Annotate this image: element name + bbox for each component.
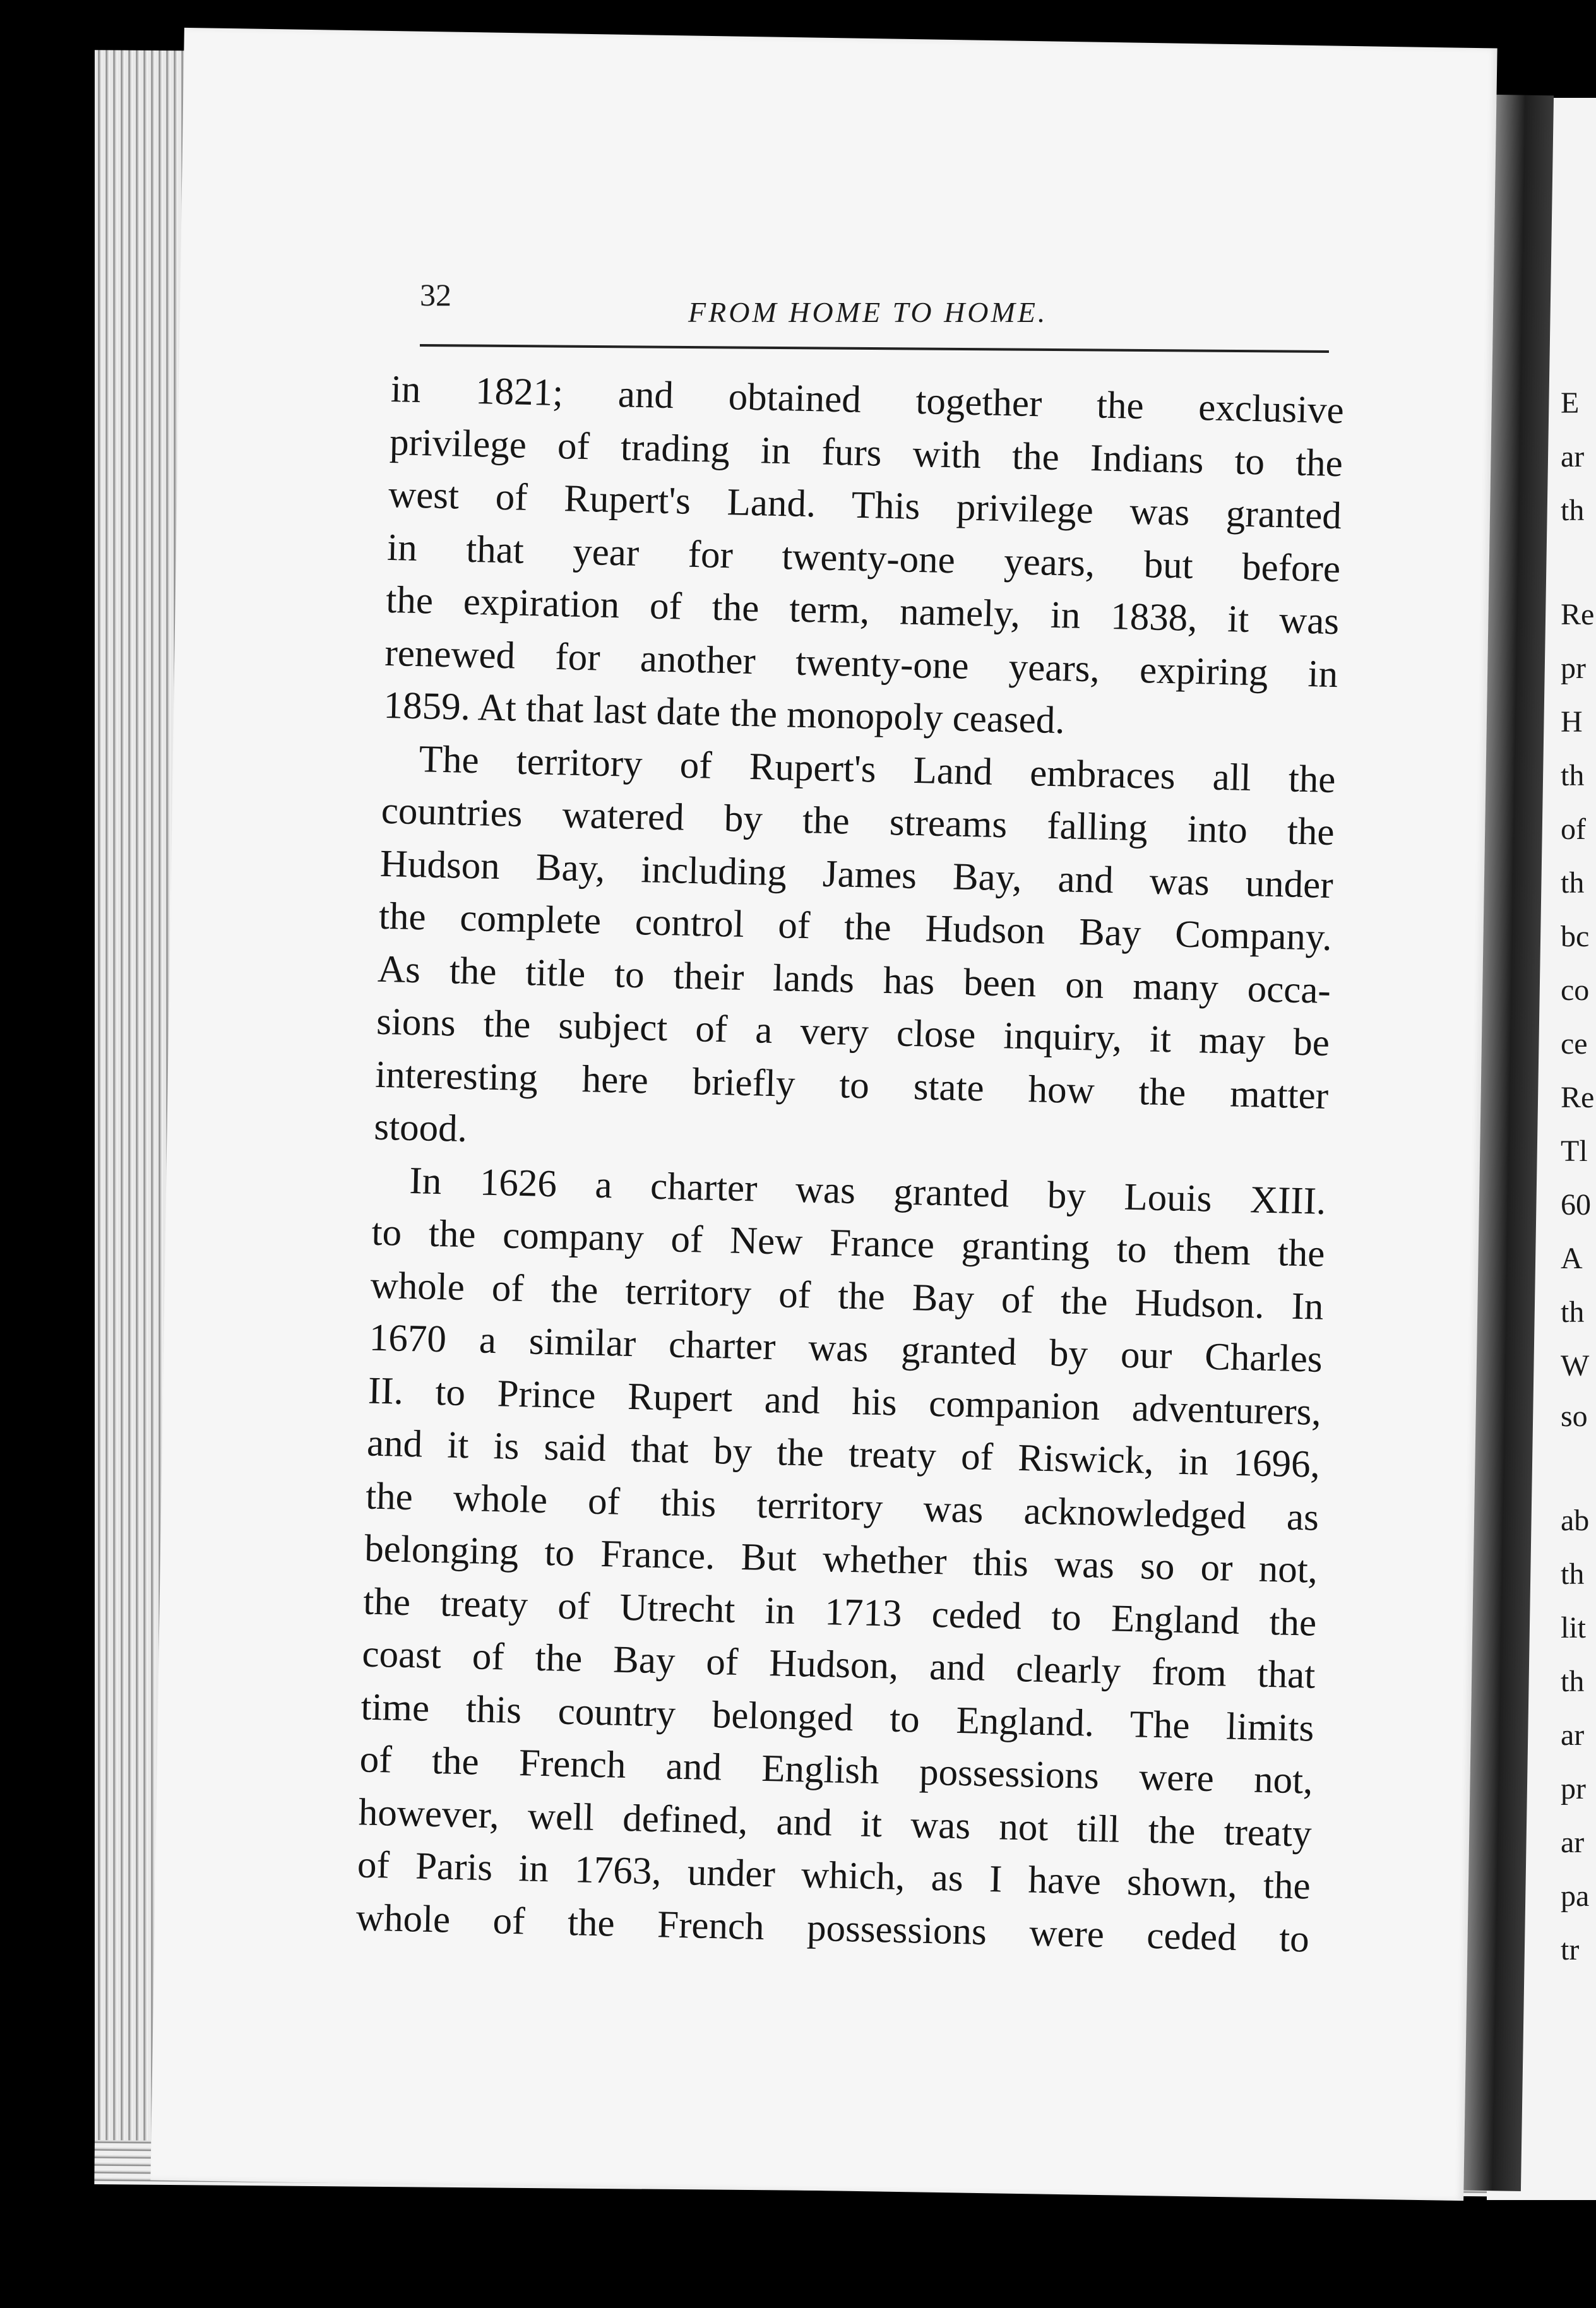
facing-text-fragment: pa	[1561, 1879, 1590, 1913]
facing-text-fragment: bc	[1561, 920, 1590, 953]
text-line: of Paris in 1763, under which, as I have shown, the	[357, 1843, 1311, 1908]
text-line: of the French and English possessions were not,	[359, 1738, 1314, 1802]
facing-text-fragment: A	[1561, 1242, 1583, 1275]
facing-text-fragment: ar	[1561, 1718, 1585, 1752]
facing-text-fragment: th	[1561, 494, 1585, 527]
text-line: privilege of trading in furs with the Indians to the	[389, 420, 1343, 485]
text-line: renewed for another twenty-one years, expiring in	[384, 631, 1338, 696]
facing-text-fragment: Re	[1561, 598, 1595, 631]
facing-text-fragment: 60	[1561, 1188, 1591, 1222]
text-line: the whole of this territory was acknowledged as	[365, 1475, 1319, 1539]
facing-text-fragment: th	[1561, 1295, 1585, 1329]
facing-text-fragment: Tl	[1561, 1134, 1588, 1168]
facing-text-fragment: th	[1561, 1557, 1585, 1591]
facing-text-fragment: pr	[1561, 1772, 1586, 1805]
text-line: interesting here briefly to state how the matter	[374, 1053, 1329, 1117]
facing-text-fragment: of	[1561, 812, 1586, 846]
facing-text-fragment: E	[1561, 386, 1580, 420]
page-header	[420, 277, 1335, 327]
text-line: coast of the Bay of Hudson, and clearly from that	[361, 1633, 1316, 1697]
facing-text-fragment: ar	[1561, 440, 1585, 473]
facing-text-fragment: Re	[1561, 1081, 1595, 1114]
text-line: west of Rupert's Land. This privilege was granted	[388, 473, 1342, 538]
text-line: belonging to France. But whether this was so or not,	[364, 1527, 1318, 1591]
text-line: Hudson Bay, including James Bay, and was under	[379, 842, 1334, 907]
facing-text-fragment: th	[1561, 759, 1585, 792]
body-text	[355, 363, 1344, 1966]
text-line: however, well defined, and it was not till the treaty	[358, 1790, 1313, 1855]
facing-text-fragment: th	[1561, 866, 1585, 900]
text-line: in 1821; and obtained together the exclusive	[390, 367, 1345, 432]
facing-text-fragment: ab	[1561, 1504, 1590, 1537]
text-line: the treaty of Utrecht in 1713 ceded to England the	[362, 1580, 1317, 1645]
text-line: time this country belonged to England. The limits	[360, 1685, 1315, 1750]
text-line: countries watered by the streams falling into the	[381, 789, 1335, 854]
facing-text-fragment: lit	[1561, 1611, 1587, 1645]
text-line: In 1626 a charter was granted by Louis XIII.	[408, 1159, 1327, 1223]
running-head: FROM HOME TO HOME.	[688, 296, 1048, 328]
text-line: whole of the territory of the Bay of the Hudson. In	[370, 1264, 1325, 1328]
text-line: whole of the French possessions were ceded to	[355, 1896, 1310, 1961]
page-number: 32	[420, 277, 451, 312]
facing-text-fragment: th	[1561, 1665, 1585, 1698]
facing-text-fragment: ar	[1561, 1826, 1585, 1859]
text-line: The territory of Rupert's Land embraces all the	[419, 737, 1337, 801]
facing-text-fragment: pr	[1561, 651, 1586, 685]
text-line: 1859. At that last date the monopoly ceased.	[383, 684, 1066, 742]
text-line: As the title to their lands has been on many occa-	[377, 948, 1331, 1012]
text-line: and it is said that by the treaty of Riswick, in 1696,	[366, 1422, 1321, 1486]
text-line: the complete control of the Hudson Bay Company.	[378, 895, 1333, 960]
facing-text-fragment: tr	[1561, 1933, 1580, 1966]
text-line: stood.	[373, 1105, 468, 1151]
text-line: 1670 a similar charter was granted by our Charles	[369, 1316, 1323, 1381]
text-line: the expiration of the term, namely, in 1838, it was	[385, 578, 1340, 643]
text-line: to the company of New France granting to them the	[371, 1211, 1326, 1275]
text-line: II. to Prince Rupert and his companion adventurers,	[367, 1369, 1322, 1434]
text-line: sions the subject of a very close inquiry, it may be	[376, 1000, 1330, 1064]
facing-text-fragment: so	[1561, 1400, 1588, 1433]
facing-text-fragment: H	[1561, 705, 1583, 739]
facing-text-fragment: co	[1561, 973, 1590, 1007]
facing-text-fragment: ce	[1561, 1027, 1588, 1061]
facing-text-fragment: W	[1561, 1349, 1590, 1383]
text-line: in that year for twenty-one years, but before	[386, 526, 1341, 590]
